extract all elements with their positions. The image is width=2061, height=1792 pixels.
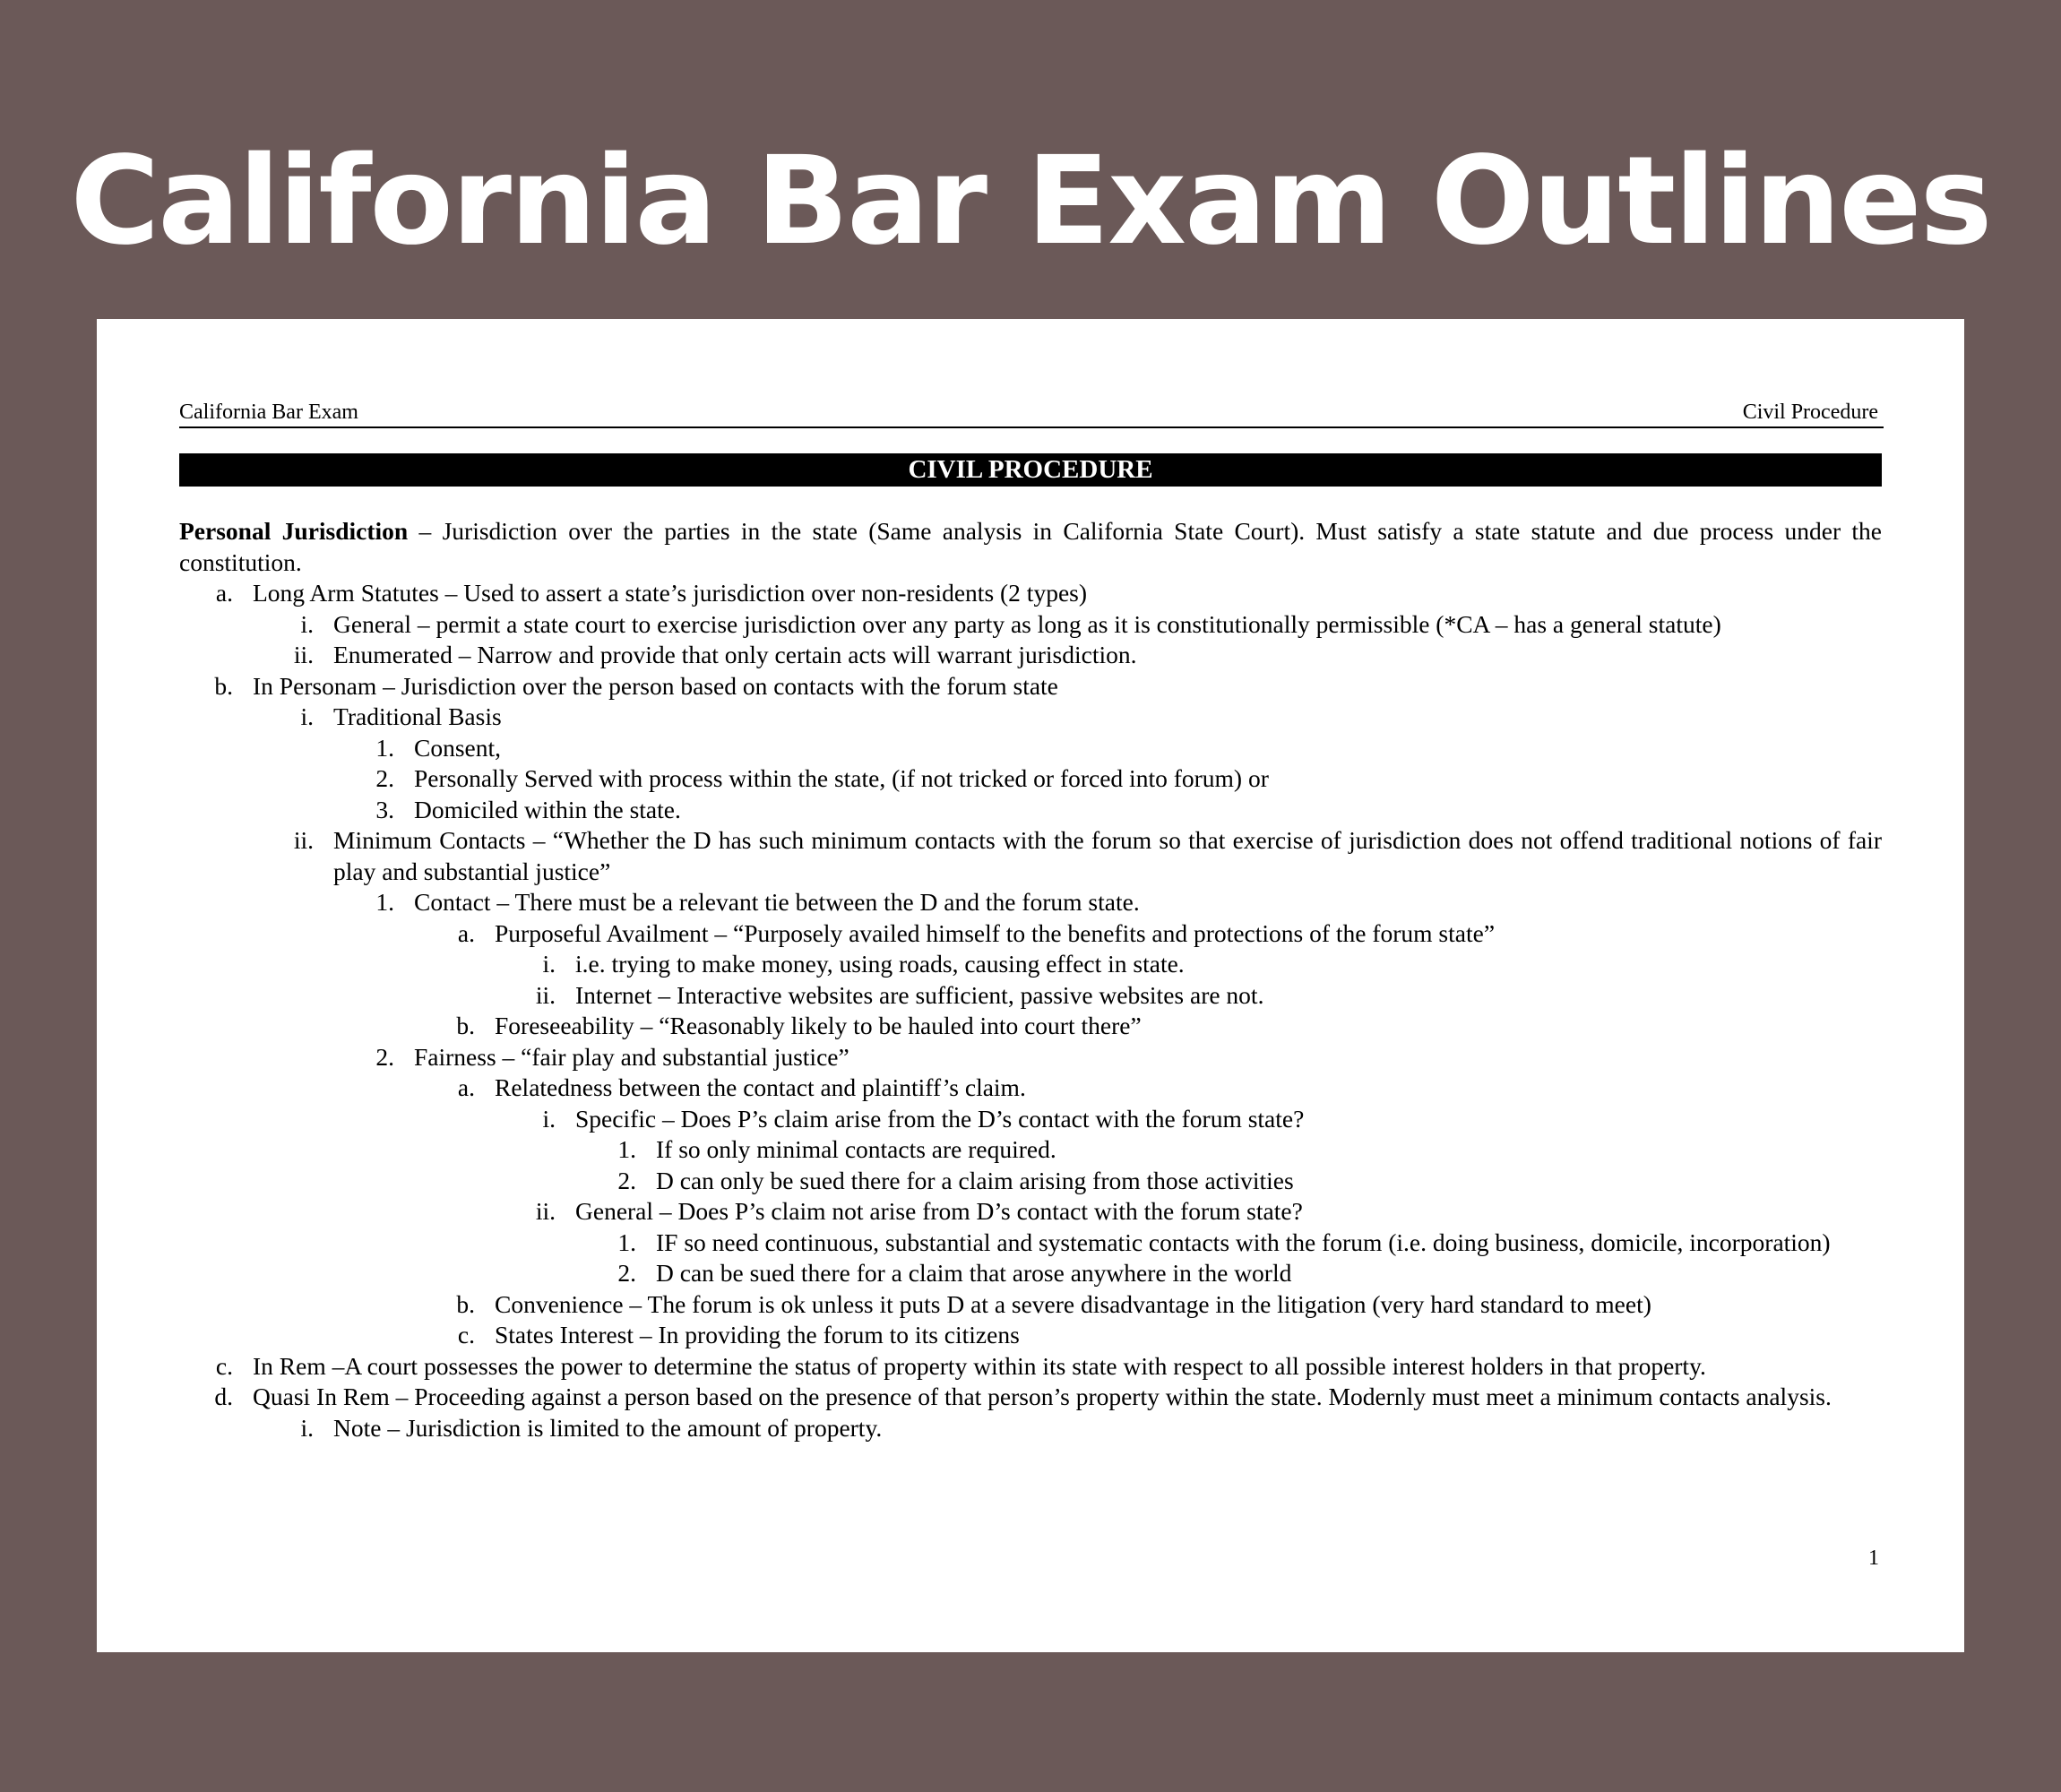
outline-item bbox=[179, 1134, 1882, 1166]
outline-marker: 2. bbox=[375, 764, 394, 792]
outline-item bbox=[179, 918, 1882, 950]
outline-text: In Rem –A court possesses the power to determine the status of property within its state with respect to all possible interest holders in that property. bbox=[253, 1351, 1706, 1380]
outline-text: Consent, bbox=[414, 733, 502, 762]
outline-body bbox=[179, 516, 1882, 1443]
outline-marker: i. bbox=[300, 609, 314, 638]
outline-marker: 2. bbox=[375, 1042, 394, 1071]
page-number: 1 bbox=[1868, 1546, 1879, 1570]
banner-title: California Bar Exam Outlines bbox=[70, 131, 1991, 272]
outline-text: Personally Served with process within the state, (if not tricked or forced into forum) or bbox=[414, 764, 1269, 792]
outline-item bbox=[179, 1011, 1882, 1042]
outline-item bbox=[179, 980, 1882, 1012]
outline-marker: b. bbox=[214, 671, 233, 700]
outline-item bbox=[179, 1104, 1882, 1135]
outline-item bbox=[179, 795, 1882, 826]
outline-text: Internet – Interactive websites are sufficient, passive websites are not. bbox=[575, 980, 1264, 1009]
section-title-bar: CIVIL PROCEDURE bbox=[179, 453, 1882, 487]
header-right: Civil Procedure bbox=[1742, 401, 1878, 424]
running-header bbox=[179, 398, 1884, 428]
outline-text: Contact – There must be a relevant tie between the D and the forum state. bbox=[414, 888, 1140, 916]
header-left: California Bar Exam bbox=[179, 401, 358, 424]
outline-marker: a. bbox=[215, 579, 233, 607]
outline-item bbox=[179, 1042, 1882, 1073]
outline-text: Relatedness between the contact and plaintiff’s claim. bbox=[495, 1073, 1026, 1101]
outline-marker: a. bbox=[457, 1073, 475, 1101]
outline-text: Long Arm Statutes – Used to assert a state’s jurisdiction over non-residents (2 types) bbox=[253, 579, 1088, 607]
outline-text: Minimum Contacts – “Whether the D has such minimum contacts with the forum so that exercise of jurisdiction does not offend traditional notions of fair play and substantial justice” bbox=[333, 826, 1882, 885]
outline-marker: i. bbox=[300, 1413, 314, 1442]
outline-text: States Interest – In providing the forum to its citizens bbox=[495, 1321, 1020, 1348]
outline-text: Domiciled within the state. bbox=[414, 795, 681, 823]
outline-item bbox=[179, 1289, 1882, 1321]
outline-marker: ii. bbox=[293, 641, 314, 668]
outline-text: Fairness – “fair play and substantial justice” bbox=[414, 1042, 849, 1071]
outline-text: Traditional Basis bbox=[333, 702, 502, 730]
outline-item bbox=[179, 887, 1882, 918]
outline-item bbox=[179, 609, 1882, 641]
outline-marker: 1. bbox=[375, 733, 394, 762]
outline-marker: i. bbox=[542, 950, 556, 978]
outline-marker: ii. bbox=[535, 1197, 556, 1225]
outline-text: Specific – Does P’s claim arise from the D’s contact with the forum state? bbox=[575, 1104, 1305, 1133]
outline-marker: b. bbox=[456, 1289, 475, 1318]
outline-item bbox=[179, 1413, 1882, 1444]
outline-item bbox=[179, 702, 1882, 733]
outline-item bbox=[179, 825, 1882, 887]
outline-item bbox=[179, 671, 1882, 702]
outline-marker: 1. bbox=[617, 1228, 636, 1256]
outline-marker: d. bbox=[214, 1383, 233, 1410]
outline-text: Enumerated – Narrow and provide that only certain acts will warrant jurisdiction. bbox=[333, 641, 1137, 668]
outline-marker: a. bbox=[457, 918, 475, 947]
outline-text: Quasi In Rem – Proceeding against a person based on the presence of that person’s property within the state. Modernly must meet a minimum contacts analysis. bbox=[253, 1383, 1832, 1410]
outline-text: Convenience – The forum is ok unless it puts D at a severe disadvantage in the litigation (very hard standard to meet) bbox=[495, 1289, 1651, 1318]
outline-marker: i. bbox=[300, 702, 314, 730]
outline-text: i.e. trying to make money, using roads, causing effect in state. bbox=[575, 950, 1185, 978]
intro-paragraph bbox=[179, 516, 1882, 578]
outline-text: General – Does P’s claim not arise from D’s contact with the forum state? bbox=[575, 1197, 1303, 1225]
outline-text: In Personam – Jurisdiction over the person based on contacts with the forum state bbox=[253, 671, 1058, 700]
outline-marker: ii. bbox=[535, 980, 556, 1009]
outline-item bbox=[179, 1258, 1882, 1289]
outline-item bbox=[179, 578, 1882, 609]
outline-item bbox=[179, 1228, 1882, 1259]
outline-text: General – permit a state court to exercise jurisdiction over any party as long as it is constitutionally permissible (*CA – has a general statute) bbox=[333, 609, 1721, 638]
outline-marker: 1. bbox=[375, 888, 394, 916]
outline-item bbox=[179, 763, 1882, 795]
document-page bbox=[97, 319, 1964, 1652]
outline-marker: 3. bbox=[375, 795, 394, 823]
outline-text: Foreseeability – “Reasonably likely to be hauled into court there” bbox=[495, 1012, 1142, 1039]
outline-marker: c. bbox=[457, 1321, 475, 1348]
outline-marker: 1. bbox=[617, 1135, 636, 1163]
outline-item bbox=[179, 733, 1882, 764]
outline-item bbox=[179, 1320, 1882, 1351]
outline-text: D can be sued there for a claim that arose anywhere in the world bbox=[656, 1259, 1292, 1287]
outline-text: D can only be sued there for a claim arising from those activities bbox=[656, 1166, 1294, 1194]
outline-text: Purposeful Availment – “Purposely availed himself to the benefits and protections of the forum state” bbox=[495, 918, 1496, 947]
outline-marker: 2. bbox=[617, 1259, 636, 1287]
outline-marker: b. bbox=[456, 1012, 475, 1039]
outline-marker: ii. bbox=[293, 826, 314, 854]
outline-marker: c. bbox=[215, 1351, 233, 1380]
outline-text: IF so need continuous, substantial and systematic contacts with the forum (i.e. doing business, domicile, incorporation) bbox=[656, 1228, 1831, 1256]
outline-item bbox=[179, 1166, 1882, 1197]
outline-item bbox=[179, 949, 1882, 980]
outline-item bbox=[179, 1382, 1882, 1413]
intro-text: – Jurisdiction over the parties in the state (Same analysis in California State Court). Must satisfy a state statute and due process under the constitution. bbox=[179, 517, 1883, 576]
outline-item bbox=[179, 1073, 1882, 1104]
outline-item bbox=[179, 1351, 1882, 1383]
outline-item bbox=[179, 1196, 1882, 1228]
outline-text: If so only minimal contacts are required. bbox=[656, 1135, 1056, 1163]
outline-marker: 2. bbox=[617, 1166, 636, 1194]
intro-term: Personal Jurisdiction bbox=[179, 517, 409, 545]
outline-item bbox=[179, 640, 1882, 671]
outline-marker: i. bbox=[542, 1104, 556, 1133]
outline-text: Note – Jurisdiction is limited to the amount of property. bbox=[333, 1413, 883, 1442]
